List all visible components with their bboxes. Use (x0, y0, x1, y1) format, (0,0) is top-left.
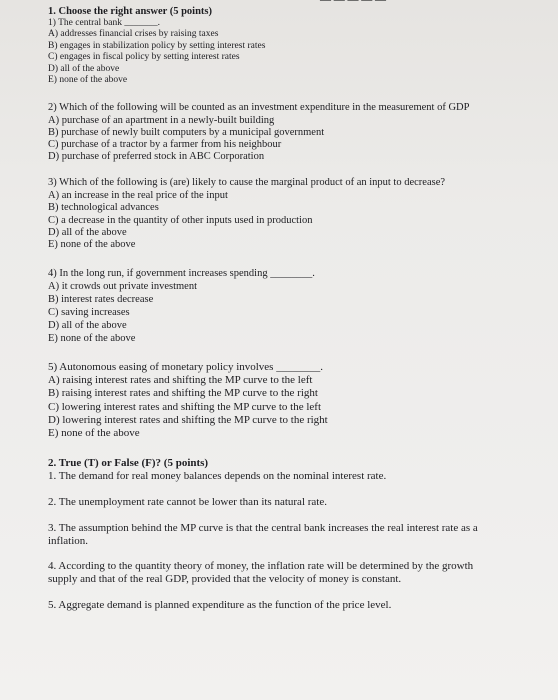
question-1-option-a: A) addresses financial crises by raising taxes (48, 29, 219, 40)
question-5-option-d: D) lowering interest rates and shifting the MP curve to the right (48, 413, 328, 426)
question-3-stem: 3) Which of the following is (are) likely to cause the marginal product of an input to decrease? (48, 177, 446, 189)
tf-statement-4-line-2: supply and that of the real GDP, provided that the velocity of money is constant. (48, 573, 402, 586)
tf-statement-5: 5. Aggregate demand is planned expenditure as the function of the price level. (48, 598, 392, 611)
question-2 (48, 102, 558, 163)
question-5-option-e: E) none of the above (48, 426, 140, 439)
question-1-option-b: B) engages in stabilization policy by setting interest rates (48, 40, 266, 51)
tf-statement-4-line-1: 4. According to the quantity theory of money, the inflation rate will be determined by the growth (48, 559, 474, 572)
question-2-option-d: D) purchase of preferred stock in ABC Corporation (48, 151, 265, 163)
question-5-option-a: A) raising interest rates and shifting the MP curve to the left (48, 374, 313, 387)
question-3 (48, 177, 558, 251)
tf-statement-3-line-2: inflation. (48, 535, 89, 548)
section1-title: 1. Choose the right answer (5 points) (48, 6, 213, 17)
question-3-option-c: C) a decrease in the quantity of other inputs used in production (48, 214, 313, 226)
exam-content (48, 6, 558, 612)
question-2-stem: 2) Which of the following will be counted as an investment expenditure in the measurement of GDP (48, 102, 470, 114)
question-1-option-d: D) all of the above (48, 63, 120, 74)
question-2-option-b: B) purchase of newly built computers by a municipal government (48, 126, 325, 138)
question-3-option-b: B) technological advances (48, 202, 159, 214)
question-2-option-a: A) purchase of an apartment in a newly-built building (48, 114, 275, 126)
section2-title: 2. True (T) or False (F)? (5 points) (48, 457, 209, 470)
question-5-option-c: C) lowering interest rates and shifting the MP curve to the left (48, 400, 321, 413)
tf-statement-2: 2. The unemployment rate cannot be lower than its natural rate. (48, 495, 327, 508)
question-4-stem: 4) In the long run, if government increases spending ________. (48, 267, 315, 279)
question-1-option-c: C) engages in fiscal policy by setting interest rates (48, 52, 240, 63)
question-3-option-d: D) all of the above (48, 227, 127, 239)
question-4-option-c: C) saving increases (48, 306, 130, 318)
question-5 (48, 361, 558, 440)
question-3-option-e: E) none of the above (48, 239, 136, 251)
cropped-header-fragment: — — — — — (320, 0, 386, 6)
question-5-option-b: B) raising interest rates and shifting the MP curve to the right (48, 387, 318, 400)
section2 (48, 457, 558, 612)
question-1 (48, 18, 558, 86)
question-4-option-a: A) it crowds out private investment (48, 280, 198, 292)
question-2-option-c: C) purchase of a tractor by a farmer from his neighbour (48, 139, 282, 151)
question-4-option-b: B) interest rates decrease (48, 293, 154, 305)
question-1-option-e: E) none of the above (48, 75, 128, 86)
question-4 (48, 267, 558, 345)
question-4-option-d: D) all of the above (48, 319, 127, 331)
question-5-stem: 5) Autonomous easing of monetary policy involves ________. (48, 360, 323, 373)
tf-statement-3-line-1: 3. The assumption behind the MP curve is that the central bank increases the real interest rate as a (48, 521, 478, 534)
question-1-stem: 1) The central bank _______. (48, 18, 160, 28)
question-4-option-e: E) none of the above (48, 332, 136, 344)
question-3-option-a: A) an increase in the real price of the input (48, 189, 228, 201)
tf-statement-1: 1. The demand for real money balances depends on the nominal interest rate. (48, 470, 387, 483)
